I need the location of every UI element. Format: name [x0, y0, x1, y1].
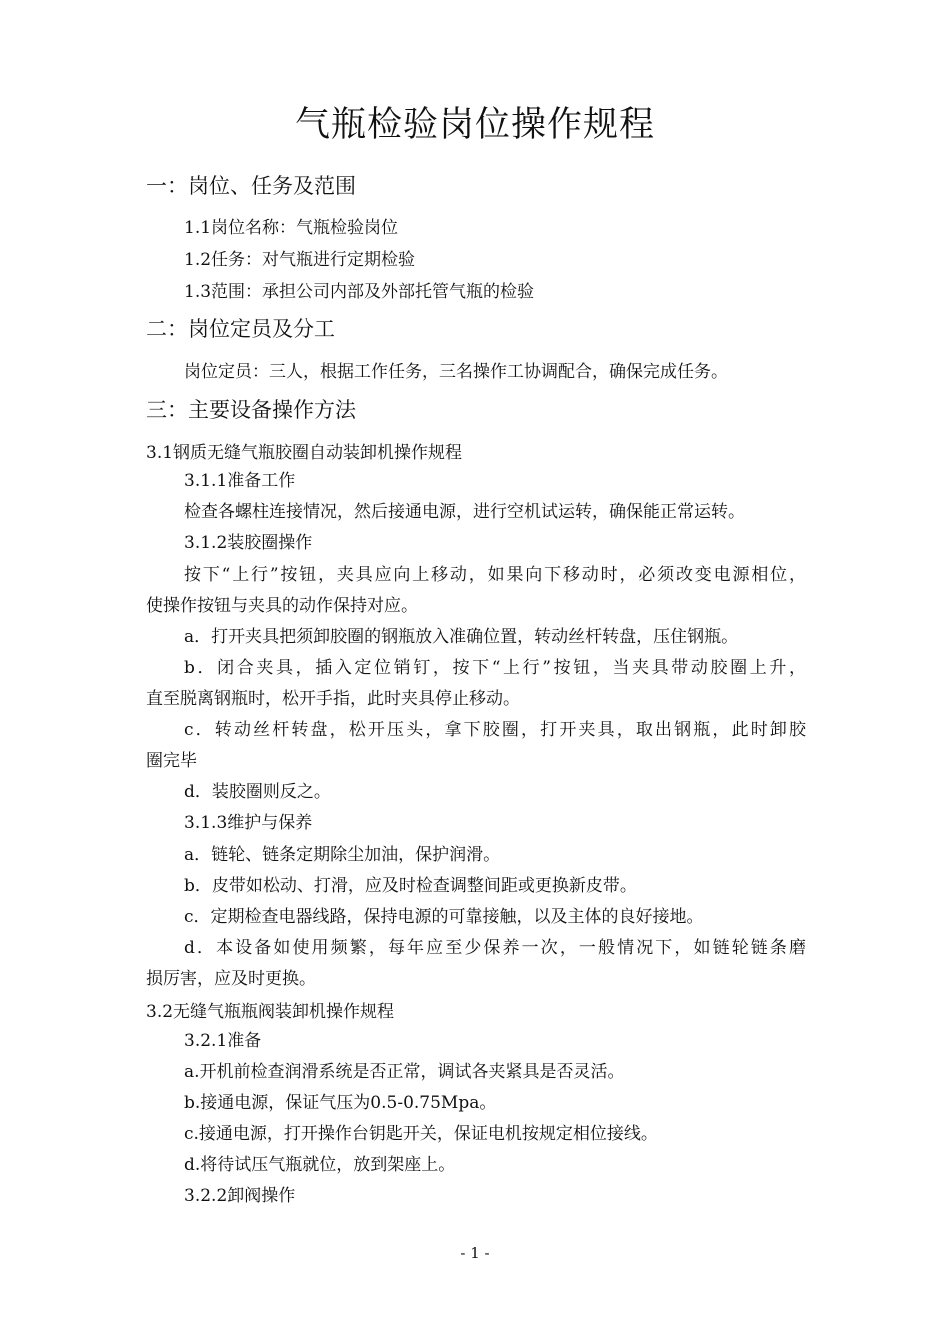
sub-3-2-2-title: 3.2.2卸阀操作: [184, 1186, 296, 1206]
section-3-heading: 三：主要设备操作方法: [146, 398, 356, 422]
sub-3-2-1-d: d.将待试压气瓶就位，放到架座上。: [184, 1155, 456, 1175]
sub-3-1-2-text-line-2: 使操作按钮与夹具的动作保持对应。: [146, 596, 418, 616]
section-1-heading: 一：岗位、任务及范围: [146, 174, 356, 198]
item-1-1: 1.1岗位名称：气瓶检验岗位: [184, 218, 399, 238]
document-title: 气瓶检验岗位操作规程: [294, 105, 655, 145]
sub-3-1-1-title: 3.1.1准备工作: [184, 471, 296, 491]
step-a: a．打开夹具把须卸胶圈的钢瓶放入准确位置，转动丝杆转盘，压住钢瓶。: [184, 627, 739, 647]
item-1-3: 1.3范围：承担公司内部及外部托管气瓶的检验: [184, 282, 535, 302]
maint-c: c．定期检查电器线路，保持电源的可靠接触，以及主体的良好接地。: [184, 907, 704, 927]
step-c-line-2: 圈完毕: [146, 751, 197, 771]
maint-d-line-2: 损厉害，应及时更换。: [146, 969, 316, 989]
sub-3-1-1-text: 检查各螺柱连接情况，然后接通电源，进行空机试运转，确保能正常运转。: [184, 502, 745, 522]
sub-3-1-title: 3.1钢质无缝气瓶胶圈自动装卸机操作规程: [146, 443, 463, 463]
section-2-heading: 二：岗位定员及分工: [146, 317, 335, 341]
sub-3-2-1-a: a.开机前检查润滑系统是否正常，调试各夹紧具是否灵活。: [184, 1062, 625, 1082]
sub-3-1-3-title: 3.1.3维护与保养: [184, 813, 313, 833]
step-d: d．装胶圈则反之。: [184, 782, 331, 802]
sub-3-2-title: 3.2无缝气瓶瓶阀装卸机操作规程: [146, 1002, 395, 1022]
section-2-text: 岗位定员：三人，根据工作任务，三名操作工协调配合，确保完成任务。: [184, 362, 728, 382]
sub-3-2-1-b: b.接通电源，保证气压为0.5-0.75Mpa。: [184, 1093, 497, 1113]
step-c-line-1: c．转动丝杆转盘，松开压头，拿下胶圈，打开夹具，取出钢瓶，此时卸胶: [184, 720, 806, 740]
sub-3-2-1-title: 3.2.1准备: [184, 1031, 262, 1051]
item-1-2: 1.2任务：对气瓶进行定期检验: [184, 250, 416, 270]
maint-a: a．链轮、链条定期除尘加油，保护润滑。: [184, 845, 501, 865]
step-b-line-2: 直至脱离钢瓶时，松开手指，此时夹具停止移动。: [146, 689, 520, 709]
maint-b: b．皮带如松动、打滑，应及时检查调整间距或更换新皮带。: [184, 876, 637, 896]
sub-3-2-1-c: c.接通电源，打开操作台钥匙开关，保证电机按规定相位接线。: [184, 1124, 658, 1144]
step-b-line-1: b．闭合夹具，插入定位销钉，按下“上行”按钮，当夹具带动胶圈上升，: [184, 658, 806, 678]
sub-3-1-2-title: 3.1.2装胶圈操作: [184, 533, 313, 553]
sub-3-1-2-text-line-1: 按下“上行”按钮，夹具应向上移动，如果向下移动时，必须改变电源相位，: [184, 565, 806, 585]
maint-d-line-1: d．本设备如使用频繁，每年应至少保养一次，一般情况下，如链轮链条磨: [184, 938, 806, 958]
page-number: - 1 -: [460, 1244, 490, 1262]
